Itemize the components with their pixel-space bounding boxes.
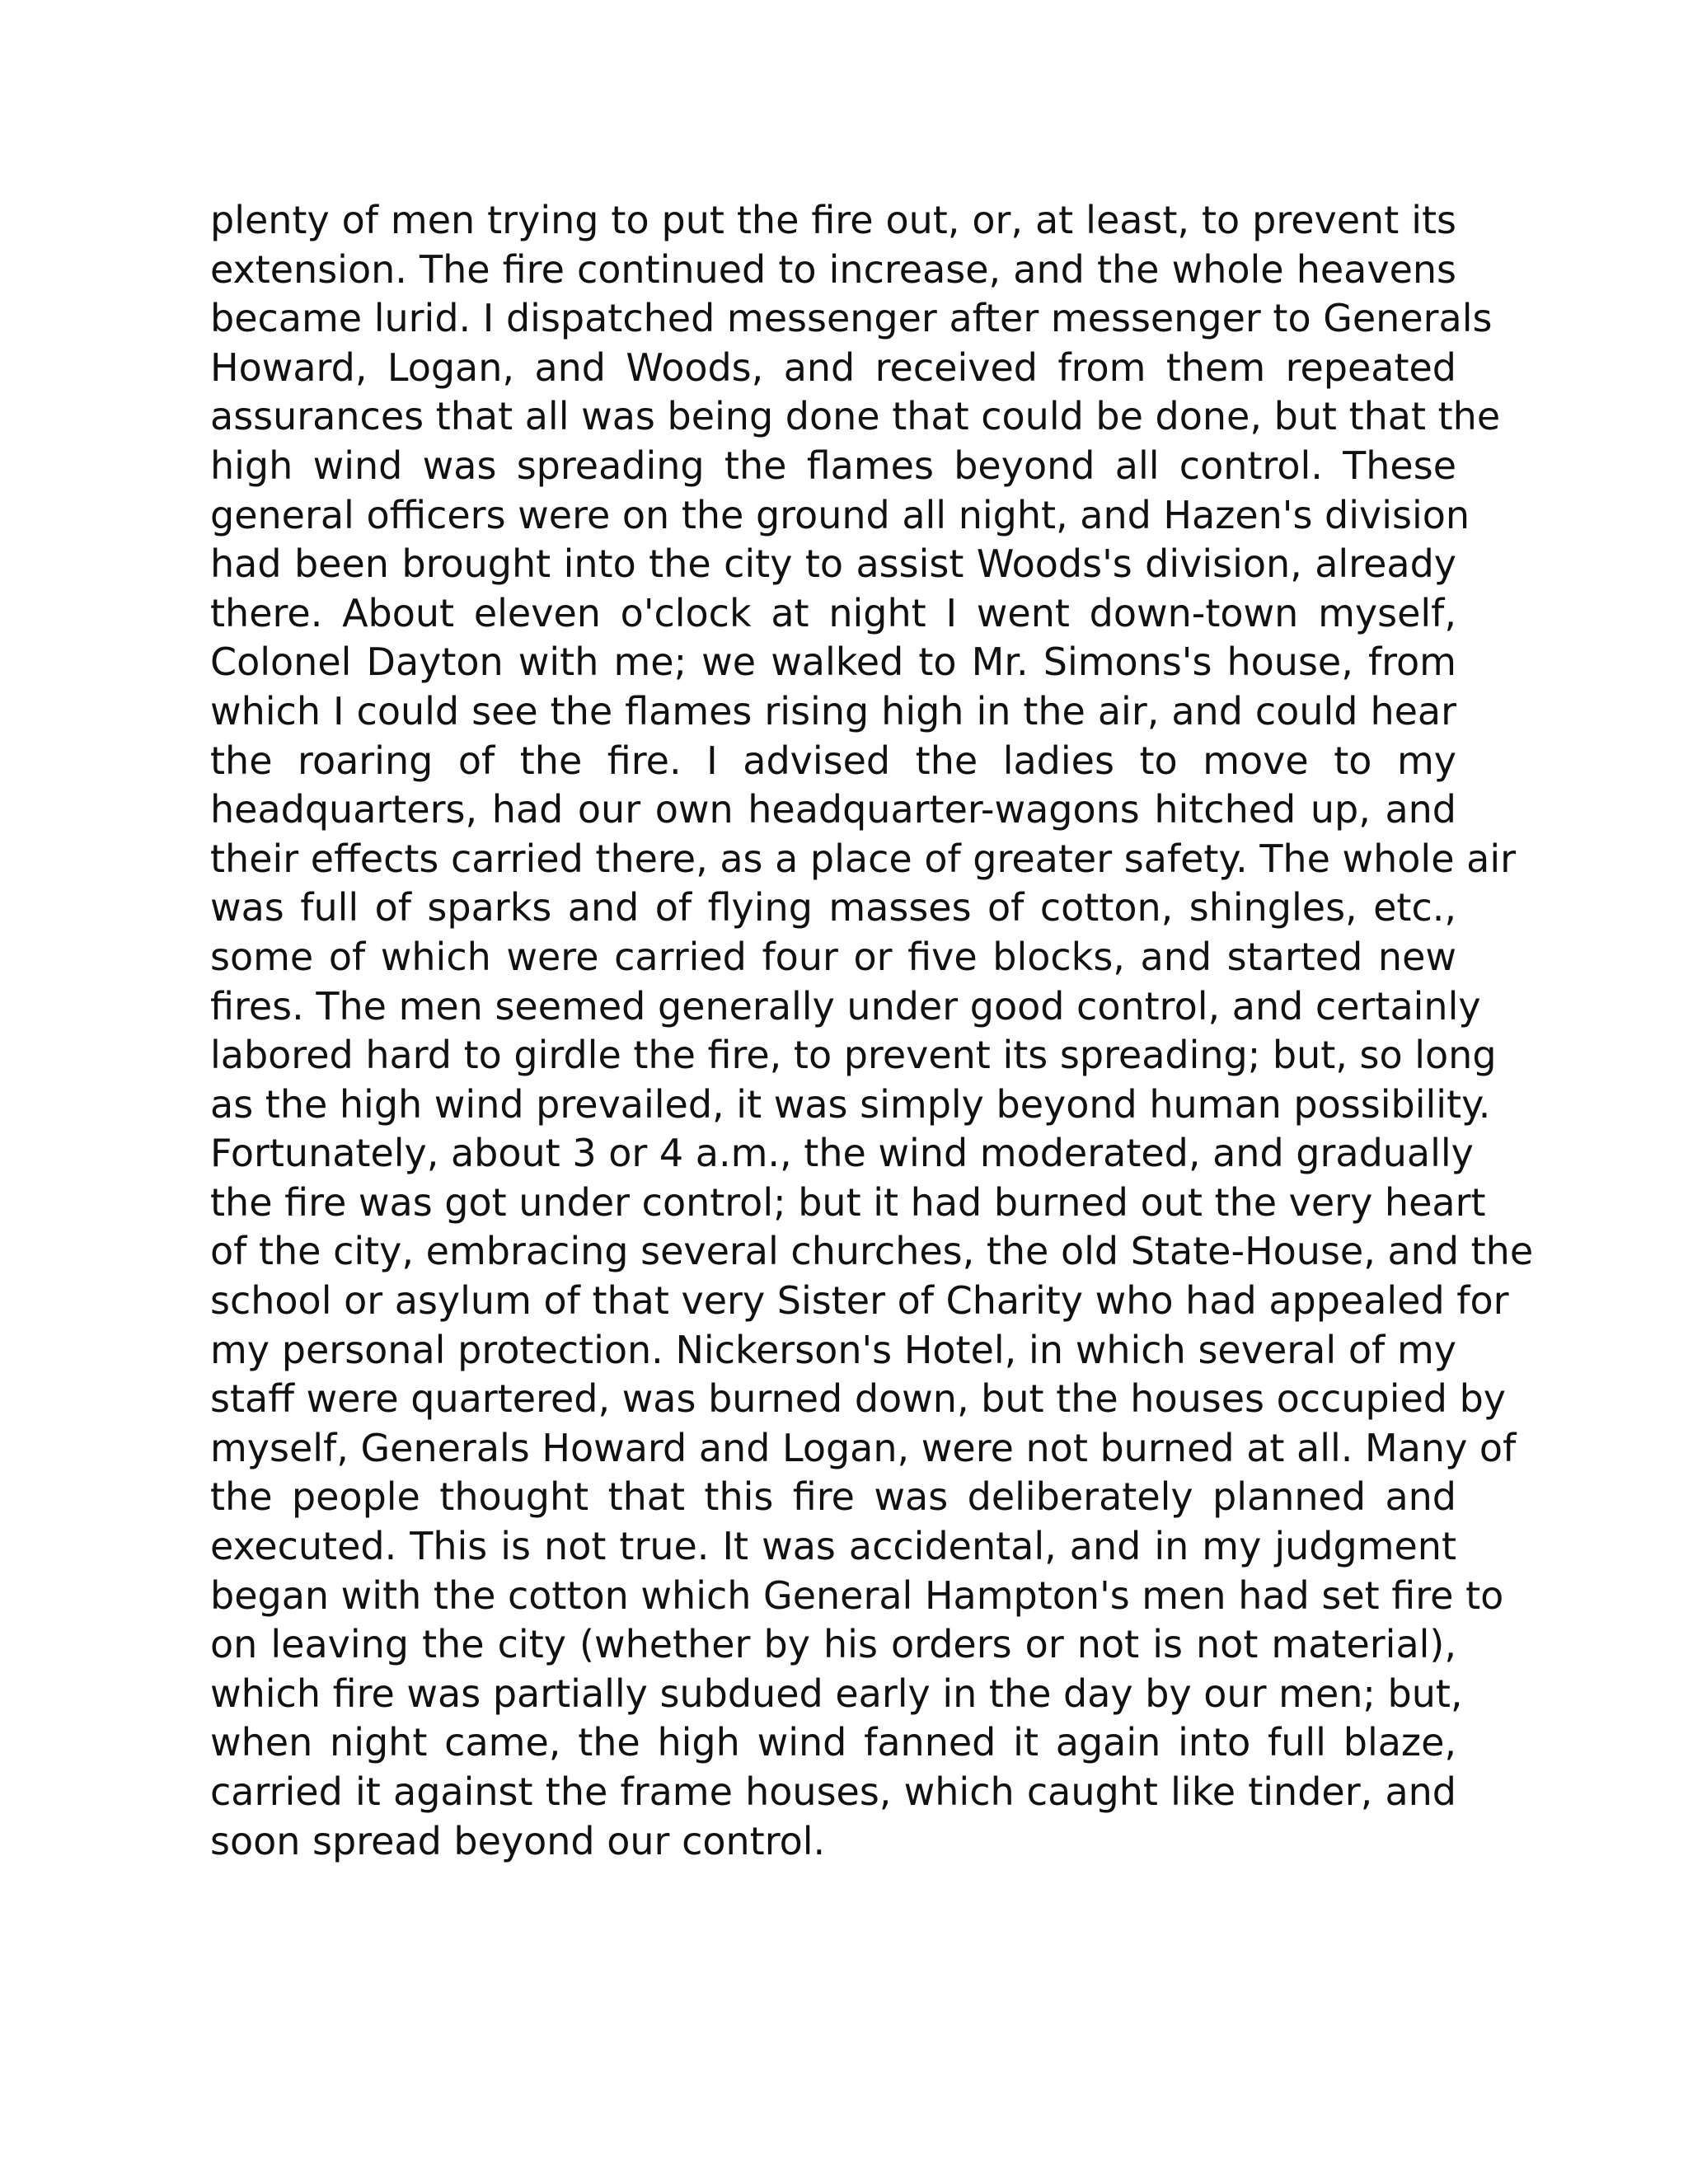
text-line: Colonel Dayton with me; we walked to Mr. Simons's house, from: [210, 640, 1456, 685]
text-line: headquarters, had our own headquarter-wagons hitched up, and: [210, 787, 1456, 832]
text-line: high wind was spreading the flames beyond all control. These: [210, 443, 1456, 488]
text-line: Howard, Logan, and Woods, and received from them repeated: [210, 344, 1456, 390]
text-line: as the high wind prevailed, it was simply beyond human possibility.: [210, 1081, 1491, 1127]
text-line: when night came, the high wind fanned it again into full blaze,: [210, 1720, 1456, 1765]
text-line: was full of sparks and of flying masses of cotton, shingles, etc.,: [210, 885, 1456, 930]
text-line: plenty of men trying to put the fire out, or, at least, to prevent its: [210, 198, 1456, 242]
text-line: the fire was got under control; but it had burned out the very heart: [210, 1179, 1486, 1225]
text-line: the roaring of the fire. I advised the ladies to move to my: [210, 738, 1456, 783]
text-line: myself, Generals Howard and Logan, were not burned at all. Many of: [210, 1425, 1517, 1470]
text-line: soon spread beyond our control.: [210, 1818, 826, 1863]
text-line: the people thought that this fire was deliberately planned and: [210, 1474, 1456, 1520]
text-line: assurances that all was being done that could be done, but that the: [210, 394, 1501, 439]
text-line: had been brought into the city to assist Woods's division, already: [210, 541, 1456, 587]
text-line: became lurid. I dispatched messenger after messenger to Generals: [210, 296, 1493, 341]
text-line: there. About eleven o'clock at night I went down-town myself,: [210, 590, 1456, 635]
text-line: of the city, embracing several churches, the old State-House, and the: [210, 1229, 1534, 1274]
text-line: which fire was partially subdued early in the day by our men; but,: [210, 1671, 1463, 1716]
text-line: labored hard to girdle the fire, to prevent its spreading; but, so long: [210, 1033, 1497, 1078]
text-line: on leaving the city (whether by his orders or not is not material),: [210, 1622, 1456, 1667]
text-line: general officers were on the ground all night, and Hazen's division: [210, 492, 1470, 537]
text-line: began with the cotton which General Hampton's men had set fire to: [210, 1572, 1504, 1618]
text-line: carried it against the frame houses, which caught like tinder, and: [210, 1769, 1456, 1814]
text-line: fires. The men seemed generally under good control, and certainly: [210, 983, 1481, 1029]
text-line: some of which were carried four or five blocks, and started new: [210, 934, 1456, 979]
text-line: executed. This is not true. It was accidental, and in my judgment: [210, 1524, 1456, 1569]
text-line: school or asylum of that very Sister of Charity who had appealed for: [210, 1278, 1509, 1324]
text-line: extension. The fire continued to increase, and the whole heavens: [210, 246, 1456, 292]
text-line: Fortunately, about 3 or 4 a.m., the wind moderated, and gradually: [210, 1131, 1474, 1176]
text-line: my personal protection. Nickerson's Hotel, in which several of my: [210, 1327, 1456, 1372]
text-line: which I could see the flames rising high in the air, and could hear: [210, 688, 1456, 733]
text-line: their effects carried there, as a place of greater safety. The whole air: [210, 836, 1517, 881]
text-line: staff were quartered, was burned down, but the houses occupied by: [210, 1376, 1507, 1422]
body-paragraph: [210, 196, 1534, 1866]
